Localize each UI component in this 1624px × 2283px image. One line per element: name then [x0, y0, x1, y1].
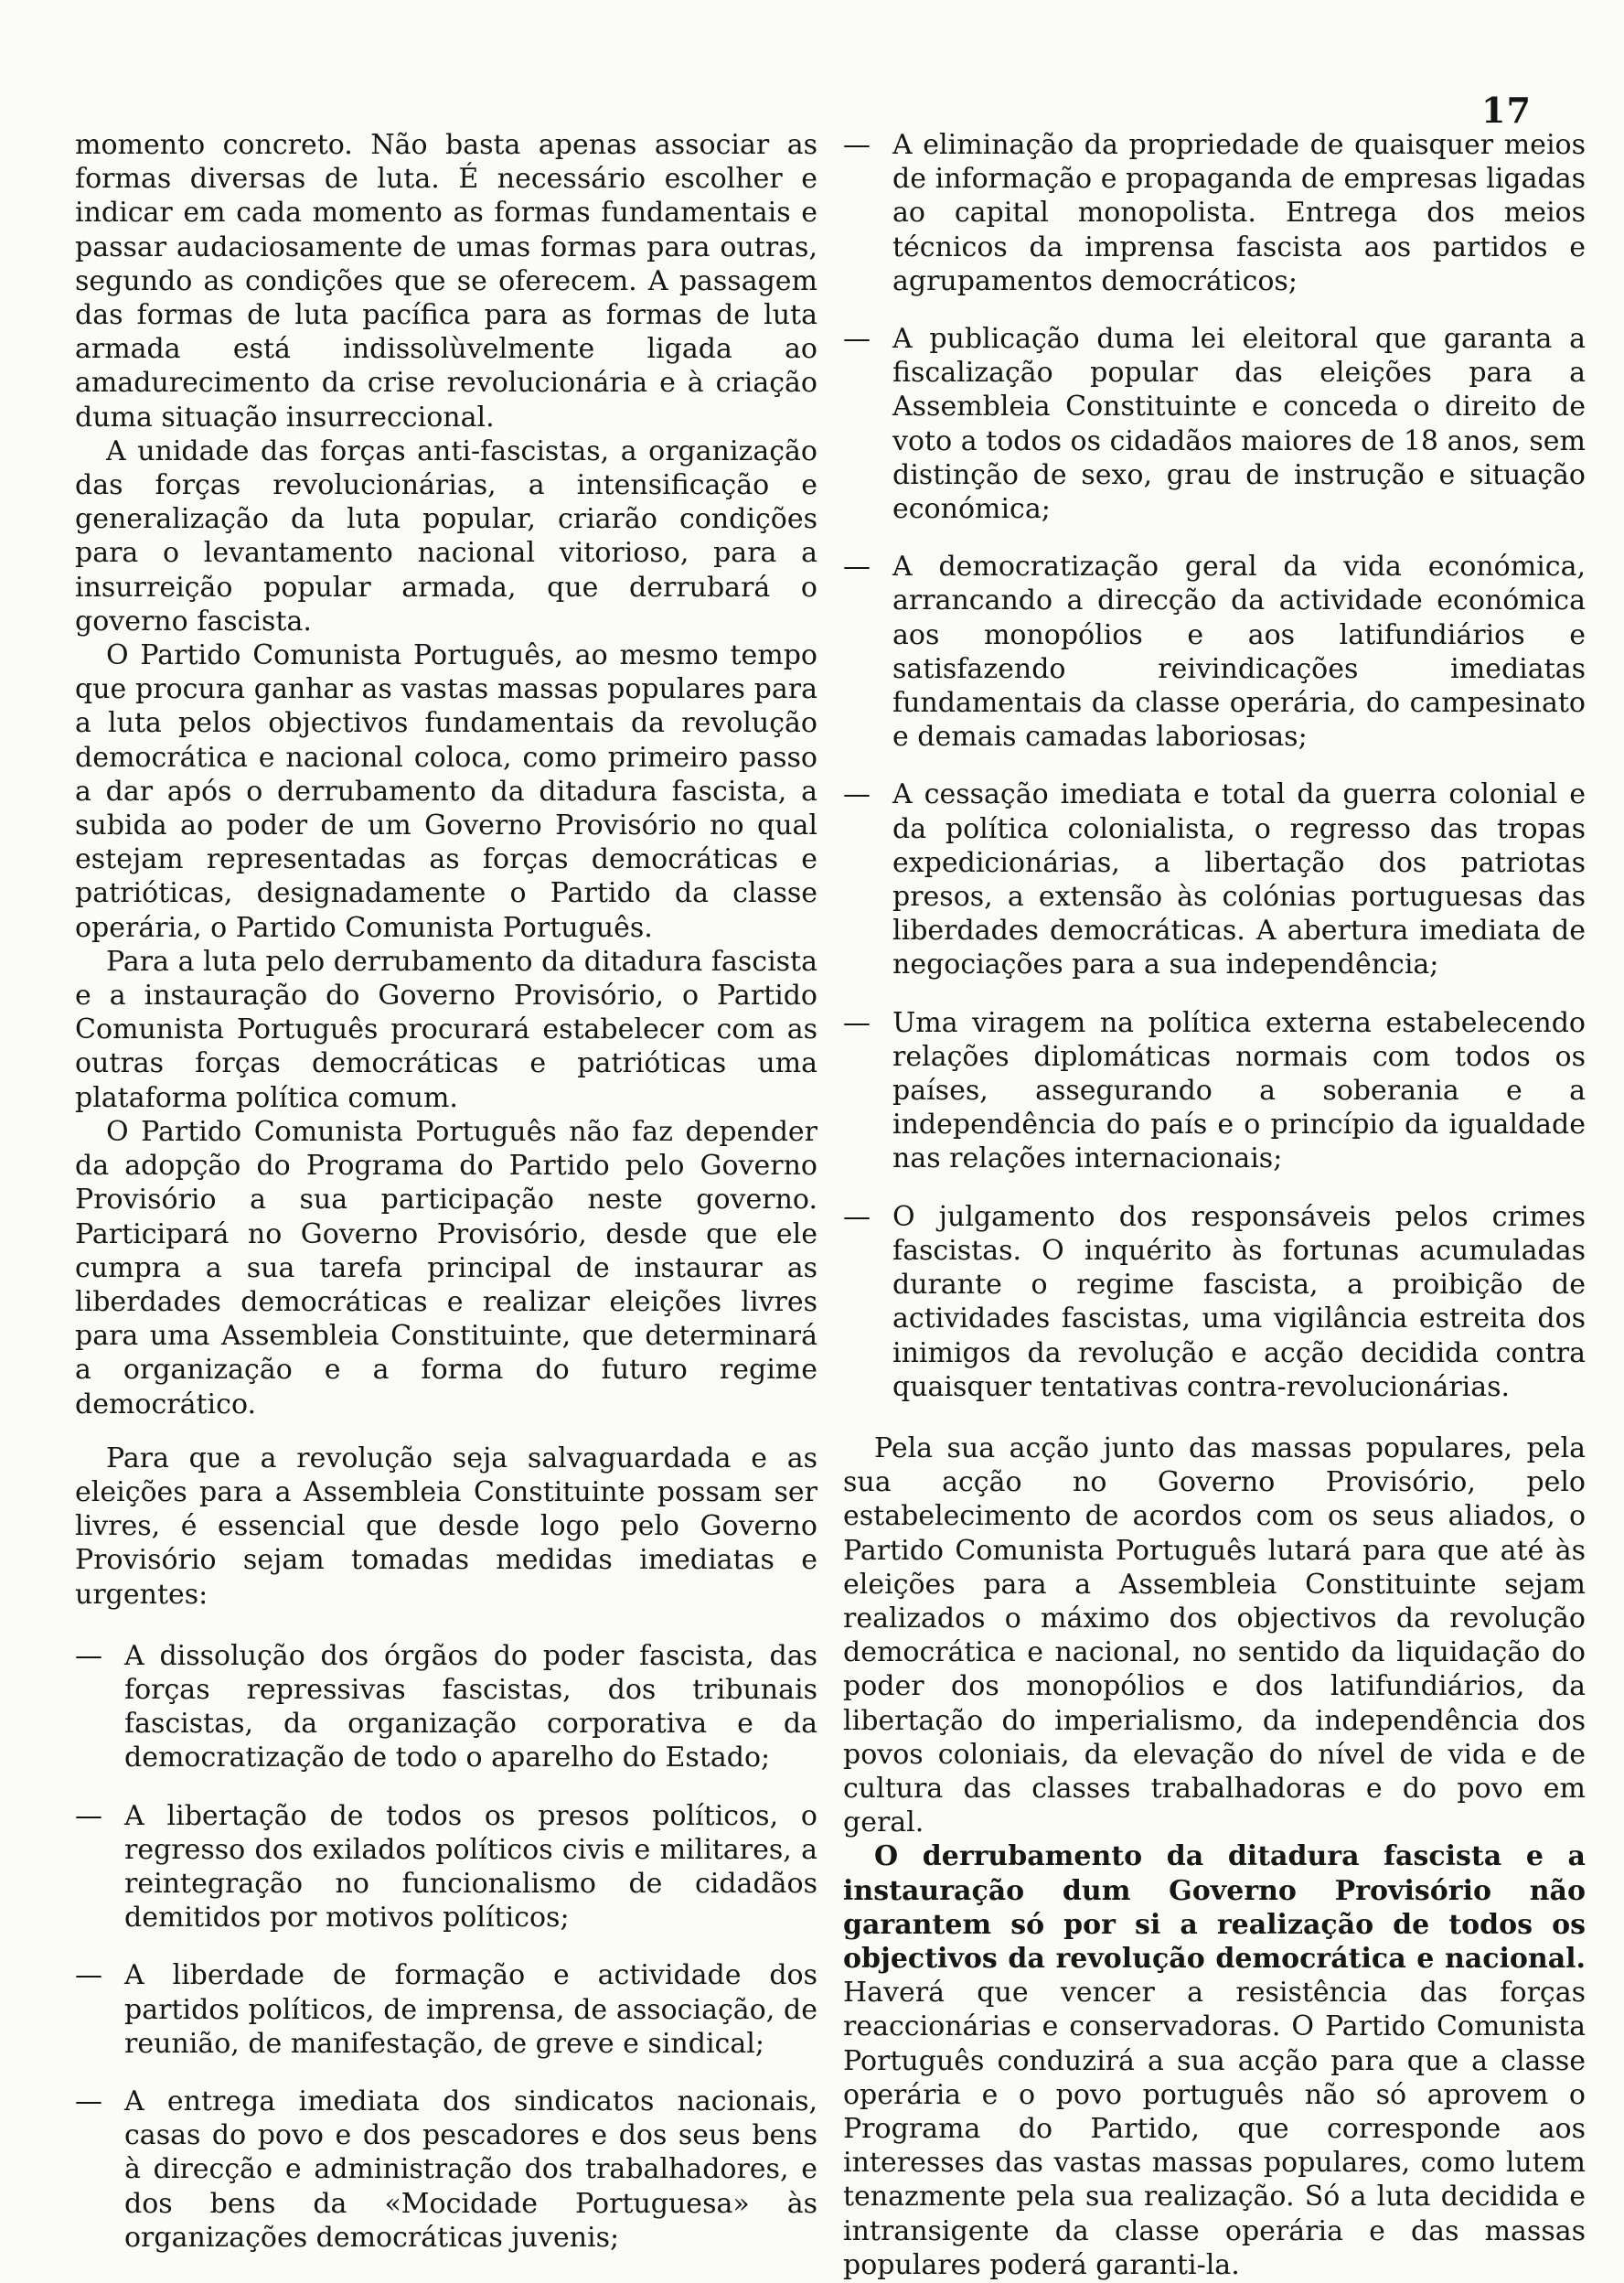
- list-dash: —: [75, 1799, 102, 1832]
- list-dash: —: [75, 1639, 102, 1672]
- list-item: [843, 777, 1586, 981]
- list-item-text: A eliminação da propriedade de quaisquer meios de informação e propaganda de empresas ligadas ao capital monopolista. Entrega dos meios técnicos da imprensa fascista aos partidos e agrupamentos democráticos;: [892, 129, 1586, 297]
- right-column: [843, 128, 1586, 2282]
- paragraph: A unidade das forças anti-fascistas, a organização das forças revolucionárias, a intensificação e generalização da luta popular, criarão condições para o levantamento nacional vitorioso, para a insurreição popular armada, que derrubará o governo fascista.: [75, 434, 817, 638]
- paragraph: O Partido Comunista Português, ao mesmo tempo que procura ganhar as vastas massas populares para a luta pelos objectivos fundamentais da revolução democrática e nacional coloca, como primeiro passo a dar após o derrubamento da ditadura fascista, a subida ao poder de um Governo Provisório no qual estejam representadas as forças democráticas e patrióticas, designadamente o Partido da classe operária, o Partido Comunista Português.: [75, 639, 817, 944]
- list-item-text: A cessação imediata e total da guerra colonial e da política colonialista, o regresso das tropas expedicionárias, a libertação dos patriotas presos, a extensão às colónias portuguesas das liberdades democráticas. A abertura imediata de negociações para a sua independência;: [892, 778, 1586, 981]
- list-item-text: A entrega imediata dos sindicatos nacionais, casas do povo e dos pescadores e dos seus bens à direcção e administração dos trabalhadores, e dos bens da «Mocidade Portuguesa» às organizações democráticas juvenis;: [124, 2085, 817, 2254]
- paragraph: Pela sua acção junto das massas populares, pela sua acção no Governo Provisório, pelo estabelecimento de acordos com os seus aliados, o Partido Comunista Português lutará para que até às eleições para a Assembleia Constituinte sejam realizados o máximo dos objectivos da revolução democrática e nacional, no sentido da liquidação do poder dos monopólios e dos latifundiários, da libertação do imperialismo, da independência dos povos coloniais, da elevação do nível de vida e de cultura das classes trabalhadoras e do povo em geral.: [843, 1431, 1586, 1839]
- list-item-text: A dissolução dos órgãos do poder fascista, das forças repressivas fascistas, dos tribunais fascistas, da organização corporativa e da democratização de todo o aparelho do Estado;: [124, 1639, 817, 1774]
- list-dash: —: [843, 129, 871, 161]
- list-item: [75, 1958, 817, 2061]
- list-dash: —: [843, 1006, 871, 1039]
- list-item-text: A democratização geral da vida económica, arrancando a direcção da actividade económica aos monopólios e aos latifundiários e satisfazendo reivindicações imediatas fundamentais da classe operária, do campesinato e demais camadas laboriosas;: [892, 551, 1586, 754]
- list-item-text: A libertação de todos os presos políticos, o regresso dos exilados políticos civis e militares, a reintegração no funcionalismo de cidadãos demitidos por motivos políticos;: [124, 1799, 817, 1935]
- paragraph: [843, 1839, 1586, 2282]
- paragraph: Para a luta pelo derrubamento da ditadura fascista e a instauração do Governo Provisório, o Partido Comunista Português procurará estabelecer com as outras forças democráticas e patrióticas uma plataforma política comum.: [75, 945, 817, 1114]
- list-item-text: A publicação duma lei eleitoral que garanta a fiscalização popular das eleições para a Assembleia Constituinte e conceda o direito de voto a todos os cidadãos maiores de 18 anos, sem distinção de sexo, grau de instrução e situação económica;: [892, 323, 1586, 526]
- paragraph: Para que a revolução seja salvaguardada e as eleições para a Assembleia Constituinte possam ser livres, é essencial que desde logo pelo Governo Provisório sejam tomadas medidas imediatas e urgentes:: [75, 1442, 817, 1611]
- paragraph-continuation: Haverá que vencer a resistência das forças reaccionárias e conservadoras. O Partido Comunista Português conduzirá a sua acção para que a classe operária e o povo português não só aprovem o Programa do Partido, que corresponde aos interesses das vastas massas populares, como lutem tenazmente pela sua realização. Só a luta decidida e intransigente da classe operária e das massas populares poderá garanti-la.: [843, 1977, 1586, 2281]
- list-item: [75, 1799, 817, 1935]
- list-item: [843, 550, 1586, 754]
- left-column: [75, 128, 817, 2255]
- list-item: [843, 322, 1586, 526]
- list-item: [843, 1200, 1586, 1404]
- list-dash: —: [843, 778, 871, 811]
- list-item-text: Uma viragem na política externa estabelecendo relações diplomáticas normais com todos os países, assegurando a soberania e a independência do país e o princípio da igualdade nas relações internacionais;: [892, 1006, 1586, 1175]
- list-item: [75, 2085, 817, 2255]
- list-item: [843, 128, 1586, 298]
- list-dash: —: [843, 323, 871, 356]
- paragraph: O Partido Comunista Português não faz depender da adopção do Programa do Partido pelo Governo Provisório a sua participação neste governo. Participará no Governo Provisório, desde que ele cumpra a sua tarefa principal de instaurar as liberdades democráticas e realizar eleições livres para uma Assembleia Constituinte, que determinará a organização e a forma do futuro regime democrático.: [75, 1115, 817, 1420]
- list-dash: —: [75, 2085, 102, 2117]
- list-item-text: O julgamento dos responsáveis pelos crimes fascistas. O inquérito às fortunas acumuladas durante o regime fascista, a proibição de actividades fascistas, uma vigilância estreita dos inimigos da revolução e acção decidida contra quaisquer tentativas contra-revolucionárias.: [892, 1200, 1586, 1403]
- paragraph: momento concreto. Não basta apenas associar as formas diversas de luta. É necessário escolher e indicar em cada momento as formas fundamentais e passar audaciosamente de umas formas para outras, segundo as condições que se oferecem. A passagem das formas de luta pacífica para as formas de luta armada está indissolùvelmente ligada ao amadurecimento da crise revolucionária e à criação duma situação insurreccional.: [75, 129, 817, 434]
- bold-statement: O derrubamento da ditadura fascista e a instauração dum Governo Provisório não garantem só por si a realização de todos os objectivos da revolução democrática e nacional.: [843, 1840, 1586, 1975]
- list-dash: —: [75, 1959, 102, 1992]
- list-item: [843, 1006, 1586, 1176]
- list-item-text: A liberdade de formação e actividade dos partidos políticos, de imprensa, de associação, de reunião, de manifestação, de greve e sindical;: [124, 1959, 817, 2060]
- list-dash: —: [843, 1200, 871, 1233]
- measures-list: [75, 1639, 817, 2255]
- list-dash: —: [843, 551, 871, 584]
- list-item: [75, 1639, 817, 1775]
- page-number: 17: [1481, 90, 1532, 131]
- measures-list-continued: [843, 128, 1586, 1404]
